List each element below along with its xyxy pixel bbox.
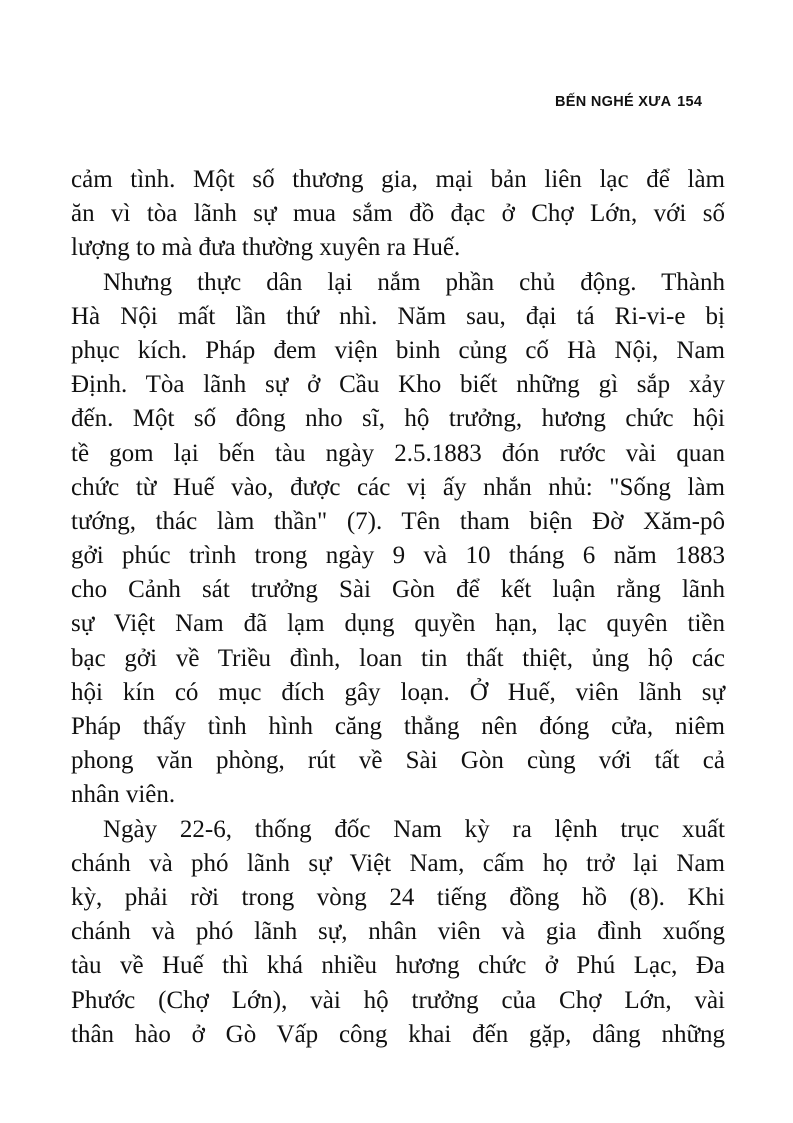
text-line: tướng, thác làm thần" (7). Tên tham biện Đờ Xăm-pô bbox=[71, 507, 725, 535]
text-line: nhân viên. bbox=[71, 781, 176, 809]
text-line: Nhưng thực dân lại nắm phần chủ động. Thành bbox=[103, 268, 725, 296]
text-line: Định. Tòa lãnh sự ở Cầu Kho biết những gì sắp xảy bbox=[71, 371, 725, 399]
running-title: BẾN NGHÉ XƯA bbox=[555, 94, 671, 110]
text-line: gởi phúc trình trong ngày 9 và 10 tháng 6 năm 1883 bbox=[71, 542, 725, 570]
text-line: phục kích. Pháp đem viện binh củng cố Hà Nội, Nam bbox=[71, 336, 725, 364]
text-line: chánh và phó lãnh sự, nhân viên và gia đình xuống bbox=[71, 918, 725, 946]
text-line: tề gom lại bến tàu ngày 2.5.1883 đón rước vài quan bbox=[71, 439, 725, 467]
text-line: Pháp thấy tình hình căng thẳng nên đóng cửa, niêm bbox=[71, 713, 725, 740]
text-line: bạc gởi về Triều đình, loan tin thất thiệt, ủng hộ các bbox=[71, 644, 725, 672]
text-line: hội kín có mục đích gây loạn. Ở Huế, viên lãnh sự bbox=[71, 678, 725, 706]
page-number: 154 bbox=[677, 94, 703, 110]
text-line: chánh và phó lãnh sự Việt Nam, cấm họ trở lại Nam bbox=[71, 849, 725, 877]
text-line: Phước (Chợ Lớn), vài hộ trưởng của Chợ Lớn, vài bbox=[71, 986, 725, 1014]
text-line: chức từ Huế vào, được các vị ấy nhắn nhủ: "Sống làm bbox=[71, 473, 725, 501]
text-line: sự Việt Nam đã lạm dụng quyền hạn, lạc quyên tiền bbox=[71, 610, 725, 638]
text-line: lượng to mà đưa thường xuyên ra Huế. bbox=[71, 234, 461, 262]
text-line: cảm tình. Một số thương gia, mại bản liên lạc để làm bbox=[71, 166, 725, 193]
text-line: thân hào ở Gò Vấp công khai đến gặp, dâng những bbox=[71, 1020, 725, 1048]
text-line: cho Cảnh sát trưởng Sài Gòn để kết luận rằng lãnh bbox=[71, 576, 725, 604]
text-line: phong văn phòng, rút về Sài Gòn cùng với tất cả bbox=[71, 747, 725, 775]
text-line: Hà Nội mất lần thứ nhì. Năm sau, đại tá Ri-vi-e bị bbox=[71, 302, 725, 330]
text-line: đến. Một số đông nho sĩ, hộ trưởng, hương chức hội bbox=[71, 405, 725, 433]
text-line: ăn vì tòa lãnh sự mua sắm đồ đạc ở Chợ Lớn, với số bbox=[71, 200, 725, 228]
body-text bbox=[71, 163, 725, 1052]
text-line: kỳ, phải rời trong vòng 24 tiếng đồng hồ (8). Khi bbox=[71, 883, 725, 911]
text-line: Ngày 22-6, thống đốc Nam kỳ ra lệnh trục xuất bbox=[103, 815, 725, 843]
running-header bbox=[555, 94, 702, 110]
text-line: tàu về Huế thì khá nhiều hương chức ở Phú Lạc, Đa bbox=[71, 952, 725, 980]
